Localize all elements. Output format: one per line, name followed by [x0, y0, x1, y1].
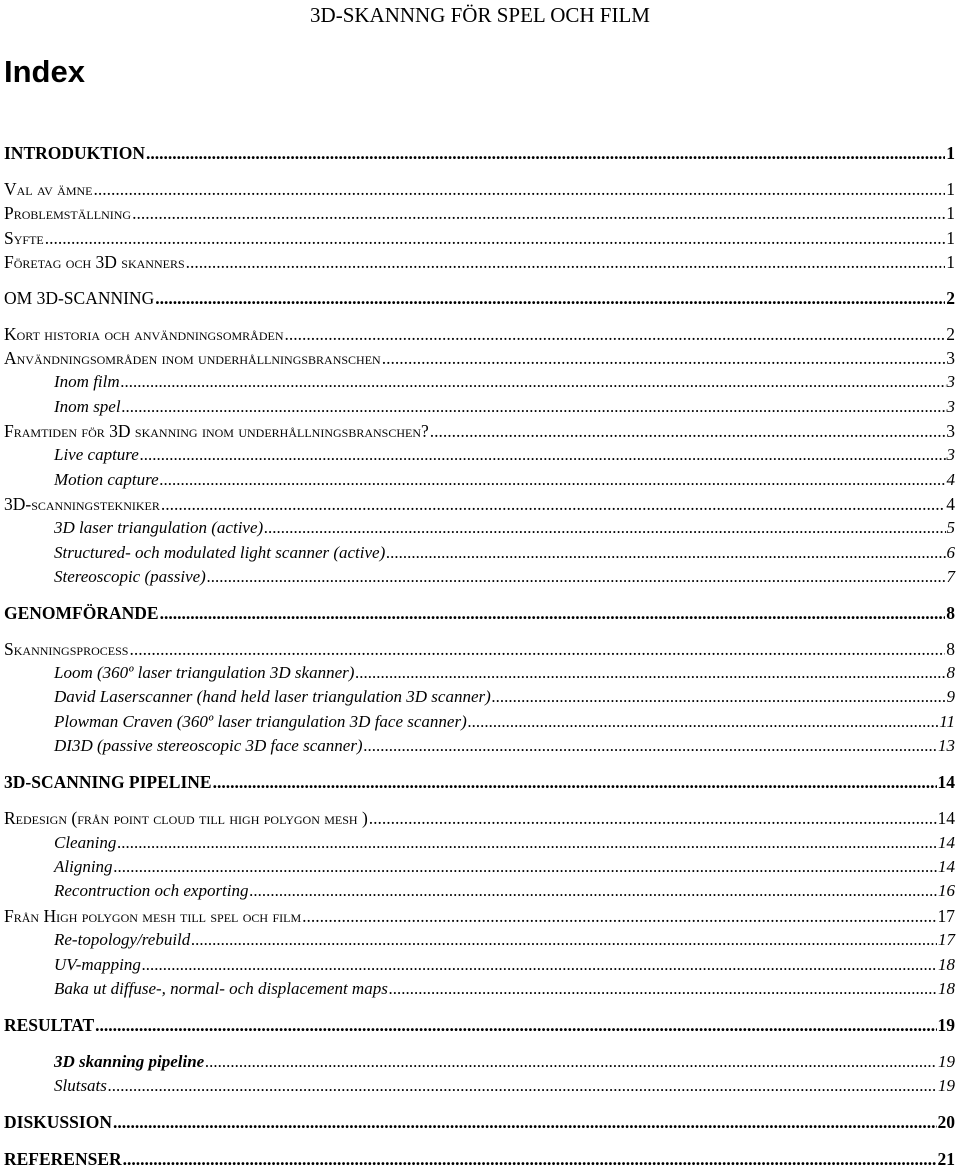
- toc-entry[interactable]: [54, 397, 955, 417]
- toc-entry-page-number: 8: [946, 603, 955, 623]
- toc-entry-title: Plowman Craven (360º laser triangulation 3D face scanner): [54, 712, 467, 731]
- dot-leader: [108, 1076, 937, 1096]
- dot-leader: [285, 324, 946, 345]
- dot-leader: [45, 228, 946, 249]
- dot-leader: [468, 712, 938, 732]
- toc-entry-page-number: 5: [946, 518, 955, 537]
- toc-entry-title: DI3D (passive stereoscopic 3D face scanner): [54, 736, 363, 755]
- toc-entry[interactable]: [54, 712, 955, 732]
- dot-leader: [160, 470, 946, 490]
- toc-entry-page-number: 19: [938, 1076, 955, 1095]
- toc-entry[interactable]: [4, 324, 955, 345]
- dot-leader: [364, 736, 937, 756]
- dot-leader: [142, 955, 937, 975]
- index-heading: Index: [4, 54, 85, 89]
- toc-entry[interactable]: [4, 252, 955, 273]
- toc-entry-title: Aligning: [54, 857, 113, 876]
- toc-entry-title: Användningsområden inom underhållningsbranschen: [4, 348, 381, 368]
- toc-entry[interactable]: [4, 179, 955, 200]
- toc-entry[interactable]: [54, 1052, 955, 1072]
- toc-entry-page-number: 9: [946, 687, 955, 706]
- toc-entry[interactable]: [4, 1112, 955, 1133]
- toc-entry[interactable]: [4, 1015, 955, 1036]
- toc-entry-page-number: 18: [938, 979, 955, 998]
- toc-entry[interactable]: [54, 1076, 955, 1096]
- toc-entry-title: INTRODUKTION: [4, 143, 145, 163]
- toc-entry[interactable]: [54, 470, 955, 490]
- toc-entry-title: Cleaning: [54, 833, 117, 852]
- toc-entry-page-number: 20: [937, 1112, 955, 1132]
- toc-entry-page-number: 14: [938, 833, 955, 852]
- dot-leader: [146, 143, 945, 164]
- toc-entry-title: REFERENSER: [4, 1149, 122, 1169]
- dot-leader: [264, 518, 945, 538]
- dot-leader: [161, 494, 945, 515]
- dot-leader: [113, 1112, 937, 1133]
- toc-entry-page-number: 8: [946, 663, 955, 682]
- toc-entry-title: 3D-SCANNING PIPELINE: [4, 772, 212, 792]
- toc-entry-page-number: 3: [946, 421, 955, 441]
- dot-leader: [186, 252, 946, 273]
- toc-entry[interactable]: [54, 833, 955, 853]
- toc-entry-title: RESULTAT: [4, 1015, 95, 1035]
- toc-entry-title: UV-mapping: [54, 955, 141, 974]
- dot-leader: [382, 348, 946, 369]
- toc-entry[interactable]: [4, 772, 955, 793]
- toc-entry-title: Live capture: [54, 445, 139, 464]
- toc-entry-title: 3D laser triangulation (active): [54, 518, 264, 537]
- toc-entry[interactable]: [4, 1149, 955, 1170]
- toc-entry-page-number: 14: [938, 857, 955, 876]
- toc-entry-title: Stereoscopic (passive): [54, 567, 206, 586]
- toc-entry-page-number: 4: [946, 494, 955, 514]
- toc-entry-page-number: 1: [946, 252, 955, 272]
- toc-entry-title: Inom spel: [54, 397, 121, 416]
- toc-entry-title: Kort historia och användningsområden: [4, 324, 284, 344]
- toc-entry-title: David Laserscanner (hand held laser triangulation 3D scanner): [54, 687, 491, 706]
- toc-entry-title: Inom film: [54, 372, 120, 391]
- toc-entry-page-number: 11: [939, 712, 955, 731]
- dot-leader: [369, 808, 937, 829]
- dot-leader: [302, 906, 936, 927]
- dot-leader: [355, 663, 945, 683]
- dot-leader: [191, 930, 937, 950]
- toc-entry[interactable]: [4, 348, 955, 369]
- toc-entry-page-number: 19: [938, 1052, 955, 1071]
- toc-entry-title: Val av ämne: [4, 179, 93, 199]
- toc-entry[interactable]: [4, 288, 955, 309]
- toc-entry[interactable]: [4, 603, 955, 624]
- dot-leader: [205, 1052, 937, 1072]
- toc-entry-page-number: 3: [946, 372, 955, 391]
- toc-entry-title: DISKUSSION: [4, 1112, 112, 1132]
- dot-leader: [123, 1149, 937, 1170]
- dot-leader: [386, 543, 945, 563]
- dot-leader: [140, 445, 946, 465]
- toc-entry-page-number: 14: [937, 772, 955, 792]
- toc-entry[interactable]: [4, 639, 955, 660]
- toc-entry-title: Baka ut diffuse-, normal- och displacement maps: [54, 979, 388, 998]
- toc-entry-page-number: 17: [938, 930, 955, 949]
- dot-leader: [155, 288, 945, 309]
- toc-entry[interactable]: [54, 372, 955, 392]
- dot-leader: [117, 833, 937, 853]
- toc-entry-page-number: 1: [946, 203, 955, 223]
- dot-leader: [250, 881, 937, 901]
- dot-leader: [95, 1015, 936, 1036]
- toc-entry-title: GENOMFÖRANDE: [4, 603, 159, 623]
- toc-entry-page-number: 1: [946, 228, 955, 248]
- toc-entry[interactable]: [54, 567, 955, 587]
- toc-entry-page-number: 2: [946, 324, 955, 344]
- dot-leader: [213, 772, 937, 793]
- toc-entry-title: Problemställning: [4, 203, 132, 223]
- dot-leader: [160, 603, 946, 624]
- toc-entry[interactable]: [54, 543, 955, 563]
- toc-entry[interactable]: [54, 687, 955, 707]
- toc-entry[interactable]: [54, 857, 955, 877]
- toc-entry-title: Slutsats: [54, 1076, 107, 1095]
- dot-leader: [132, 203, 945, 224]
- toc-entry-page-number: 21: [937, 1149, 955, 1169]
- toc-entry[interactable]: [4, 906, 955, 927]
- toc-entry[interactable]: [4, 228, 955, 249]
- toc-entry[interactable]: [54, 663, 955, 683]
- toc-entry[interactable]: [4, 203, 955, 224]
- toc-entry-title: Från High polygon mesh till spel och film: [4, 906, 302, 926]
- toc-entry[interactable]: [54, 979, 955, 999]
- toc-entry[interactable]: [54, 736, 955, 756]
- toc-entry-title: Recontruction och exporting: [54, 881, 249, 900]
- dot-leader: [207, 567, 946, 587]
- toc-entry-title: Redesign (från point cloud till high polygon mesh ): [4, 808, 368, 828]
- toc-entry[interactable]: [54, 518, 955, 538]
- toc-entry-page-number: 3: [946, 445, 955, 464]
- toc-entry-page-number: 3: [946, 348, 955, 368]
- toc-entry-title: 3D-scanningstekniker: [4, 494, 160, 514]
- dot-leader: [121, 372, 946, 392]
- toc-entry-page-number: 13: [938, 736, 955, 755]
- toc-entry-page-number: 4: [946, 470, 955, 489]
- toc-entry-title: OM 3D-SCANNING: [4, 288, 155, 308]
- toc-entry-page-number: 2: [946, 288, 955, 308]
- toc-entry-title: Re-topology/rebuild: [54, 930, 191, 949]
- toc-entry-page-number: 1: [946, 179, 955, 199]
- toc-entry-title: Structured- och modulated light scanner (active): [54, 543, 386, 562]
- toc-entry[interactable]: [54, 930, 955, 950]
- toc-entry-title: 3D skanning pipeline: [54, 1052, 205, 1071]
- toc-entry-title: Syfte: [4, 228, 44, 248]
- toc-entry-title: Företag och 3D skanners: [4, 252, 185, 272]
- toc-entry-page-number: 18: [938, 955, 955, 974]
- toc-entry-page-number: 14: [937, 808, 955, 828]
- toc-entry-title: Skanningsprocess: [4, 639, 129, 659]
- toc-entry[interactable]: [54, 881, 955, 901]
- document-header: 3D-SKANNNG FÖR SPEL OCH FILM: [310, 3, 650, 27]
- toc-entry-page-number: 6: [946, 543, 955, 562]
- dot-leader: [94, 179, 946, 200]
- dot-leader: [430, 421, 945, 442]
- dot-leader: [129, 639, 945, 660]
- dot-leader: [492, 687, 946, 707]
- toc-entry[interactable]: [4, 808, 955, 829]
- toc-entry[interactable]: [54, 955, 955, 975]
- toc-entry-page-number: 3: [946, 397, 955, 416]
- toc-entry[interactable]: [54, 445, 955, 465]
- toc-entry[interactable]: [4, 421, 955, 442]
- dot-leader: [122, 397, 946, 417]
- toc-entry[interactable]: [4, 143, 955, 164]
- toc-entry-page-number: 16: [938, 881, 955, 900]
- toc-entry-page-number: 19: [937, 1015, 955, 1035]
- toc-entry-title: Loom (360º laser triangulation 3D skanner): [54, 663, 355, 682]
- toc-entry[interactable]: [4, 494, 955, 515]
- toc-entry-page-number: 7: [946, 567, 955, 586]
- toc-entry-page-number: 8: [946, 639, 955, 659]
- toc-entry-page-number: 1: [946, 143, 955, 163]
- dot-leader: [114, 857, 937, 877]
- toc-entry-page-number: 17: [937, 906, 955, 926]
- toc-entry-title: Motion capture: [54, 470, 159, 489]
- dot-leader: [389, 979, 937, 999]
- toc-entry-title: Framtiden för 3D skanning inom underhållningsbranschen?: [4, 421, 429, 441]
